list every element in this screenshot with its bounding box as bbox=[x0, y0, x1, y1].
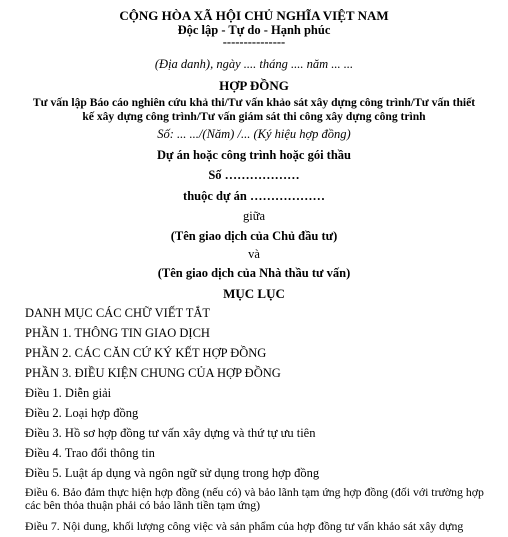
contract-number: Số: ... .../(Năm) /... (Ký hiệu hợp đồng) bbox=[157, 127, 351, 141]
toc-heading: MỤC LỤC bbox=[223, 286, 285, 301]
toc-item-article2: Điều 2. Loại hợp đồng bbox=[25, 406, 139, 420]
toc-item-article3: Điều 3. Hồ sơ hợp đồng tư vấn xây dựng và thứ tự ưu tiên bbox=[25, 426, 316, 440]
toc-item-article5: Điều 5. Luật áp dụng và ngôn ngữ sử dụng trong hợp đồng bbox=[25, 466, 320, 480]
contract-subject-line2: kế xây dựng công trình/Tư vấn giám sát thi công xây dựng công trình bbox=[82, 110, 426, 123]
toc-item-article6: Điều 6. Bảo đảm thực hiện hợp đồng (nếu có) và bảo lãnh tạm ứng hợp đồng (đối với trường hợp các bên thỏa thuận phải có bảo lãnh tiền tạm ứng) bbox=[25, 485, 484, 512]
toc-item-abbreviations: DANH MỤC CÁC CHỮ VIẾT TẮT bbox=[25, 306, 211, 320]
between-label: giữa bbox=[242, 209, 266, 223]
owner-name: (Tên giao dịch của Chủ đầu tư) bbox=[170, 229, 338, 243]
toc-item-article4: Điều 4. Trao đổi thông tin bbox=[25, 446, 155, 460]
project-label: Dự án hoặc công trình hoặc gói thầu bbox=[157, 148, 351, 162]
separator: --------------- bbox=[222, 35, 286, 49]
motto: Độc lập - Tự do - Hạnh phúc bbox=[177, 23, 331, 37]
toc-item-part2: PHẦN 2. CÁC CĂN CỨ KÝ KẾT HỢP ĐỒNG bbox=[25, 346, 267, 360]
toc-item-article7: Điều 7. Nội dung, khối lượng công việc và sản phẩm của hợp đồng tư vấn khảo sát xây dựng bbox=[25, 519, 464, 533]
project-line: thuộc dự án ……………… bbox=[183, 189, 325, 203]
and-label: và bbox=[248, 247, 260, 261]
place-date: (Địa danh), ngày .... tháng .... năm ... ... bbox=[154, 57, 354, 71]
toc-item-article1: Điều 1. Diễn giải bbox=[25, 386, 112, 400]
toc-item-part3: PHẦN 3. ĐIỀU KIỆN CHUNG CỦA HỢP ĐỒNG bbox=[25, 366, 281, 380]
so-line: Số ……………… bbox=[208, 168, 300, 182]
contract-subject-line1: Tư vấn lập Báo cáo nghiên cứu khả thi/Tư vấn khảo sát xây dựng công trình/Tư vấn thiết bbox=[32, 96, 476, 109]
toc-item-part1: PHẦN 1. THÔNG TIN GIAO DỊCH bbox=[25, 326, 210, 340]
contractor-name: (Tên giao dịch của Nhà thầu tư vấn) bbox=[157, 266, 351, 280]
republic-title: CỘNG HÒA XÃ HỘI CHỦ NGHĨA VIỆT NAM bbox=[119, 8, 389, 23]
contract-title: HỢP ĐỒNG bbox=[219, 78, 289, 93]
